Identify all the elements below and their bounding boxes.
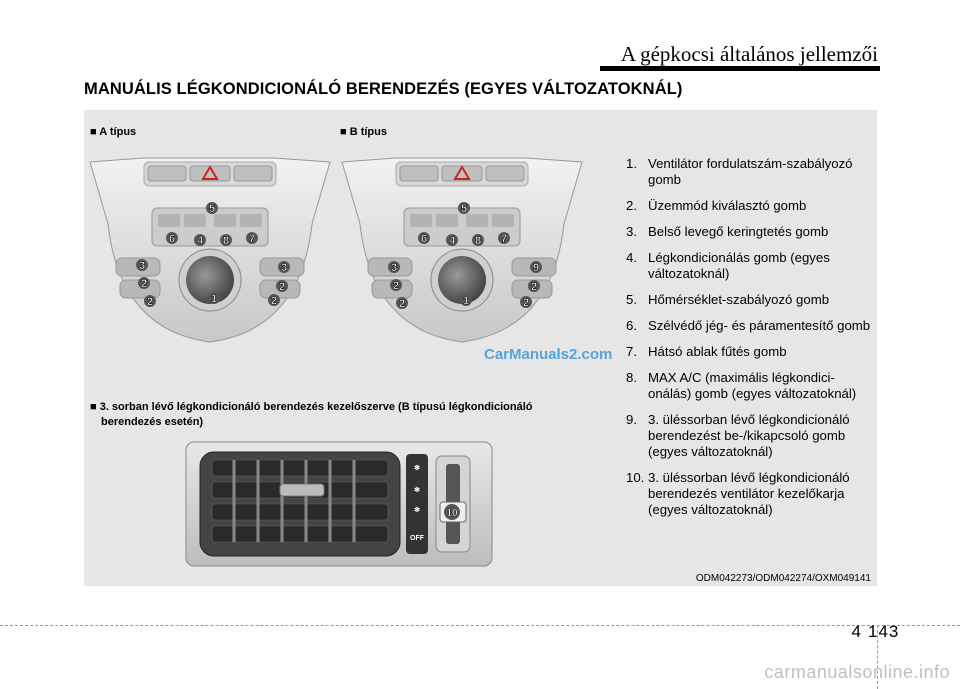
legend-item: 6. Szélvédő jég- és páramentesítő gomb [626, 318, 871, 333]
callout-b-2-right-bottom: 2 [522, 297, 530, 309]
callout-b-1: 1 [462, 295, 470, 307]
legend-item: 4. Légkondicionálás gomb (egyes változatoknál) [626, 250, 830, 281]
callout-a-1: 1 [210, 293, 218, 305]
watermark: CarManuals2.com [484, 346, 613, 363]
legend-item: 8. MAX A/C (maximális légkondicionálás) gomb (egyes változatoknál) [626, 370, 857, 401]
legend-item: 3. Belső levegő keringtetés gomb [626, 224, 829, 239]
callout-a-2-left-bottom: 2 [146, 296, 154, 308]
chapter-title: A gépkocsi általános jellemzői [620, 42, 878, 66]
callout-a-5: 5 [208, 203, 216, 215]
callout-a-2-left-top: 2 [140, 278, 148, 290]
third-row-note-line1: ■ 3. sorban lévő légkondicionáló berendezés kezelőszerve (B típusú légkondicionáló [90, 401, 533, 413]
third-row-note-line2: berendezés esetén) [101, 416, 204, 428]
callout-b-7: 7 [500, 233, 508, 245]
vent-off-label: OFF [410, 535, 424, 542]
page-number-value: 143 [868, 622, 900, 641]
type-b-control-panel-illustration [338, 150, 586, 350]
callout-b-2-left-top: 2 [392, 280, 400, 292]
callout-b-9: 9 [532, 262, 540, 274]
legend-item: 10. 3. üléssorban lévő légkondicionáló berendezés ventilátor kezelőkarja (egyes változatoknál) [626, 470, 850, 517]
callout-b-2-right-top: 2 [530, 281, 538, 293]
section-title: MANUÁLIS LÉGKONDICIONÁLÓ BERENDEZÉS (EGYES VÁLTOZATOKNÁL) [84, 80, 683, 98]
legend-list [626, 156, 871, 528]
legend-item: 2. Üzemmód kiválasztó gomb [626, 198, 807, 213]
callout-b-8: 8 [474, 235, 482, 247]
type-a-control-panel-illustration [86, 150, 334, 350]
callout-vent-10: 10 [446, 508, 458, 519]
type-b-label: ■ B típus [340, 126, 387, 138]
fan-min-icon: ✻ [414, 507, 420, 514]
callout-a-4: 4 [196, 235, 204, 247]
legend-item: 5. Hőmérséklet-szabályozó gomb [626, 292, 830, 307]
site-watermark: carmanualsonline.info [764, 662, 950, 682]
legend-item: 7. Hátsó ablak fűtés gomb [626, 344, 787, 359]
figure-panel [84, 110, 877, 586]
callout-b-2-left-bottom: 2 [398, 298, 406, 310]
page-number [840, 622, 899, 642]
callout-a-8: 8 [222, 235, 230, 247]
third-row-vent-illustration [184, 440, 496, 568]
image-code: ODM042273/ODM042274/OXM049141 [695, 573, 871, 584]
fan-high-icon: ✻ [414, 465, 420, 472]
callout-b-3: 3 [390, 262, 398, 274]
legend-item: 1. Ventilátor fordulatszám-szabályozó gomb [626, 156, 853, 187]
callout-a-3-left: 3 [138, 260, 146, 272]
type-a-label: ■ A típus [90, 126, 137, 138]
callout-b-4: 4 [448, 235, 456, 247]
callout-a-2-right-top: 2 [278, 281, 286, 293]
callout-b-5: 5 [460, 203, 468, 215]
footer-divider [0, 625, 960, 626]
callout-a-6: 6 [168, 233, 176, 245]
chapter-number: 4 [851, 622, 862, 641]
legend-item: 9. 3. üléssorban lévő légkondicionáló berendezést be-/kikapcsoló gomb (egyes változatoknál) [626, 412, 850, 459]
header-rule [600, 66, 880, 71]
fan-low-icon: ✻ [414, 487, 420, 494]
callout-a-2-right-bottom: 2 [270, 295, 278, 307]
callout-b-6: 6 [420, 233, 428, 245]
callout-a-7: 7 [248, 233, 256, 245]
third-row-note [90, 400, 600, 430]
callout-a-3-right: 3 [280, 262, 288, 274]
